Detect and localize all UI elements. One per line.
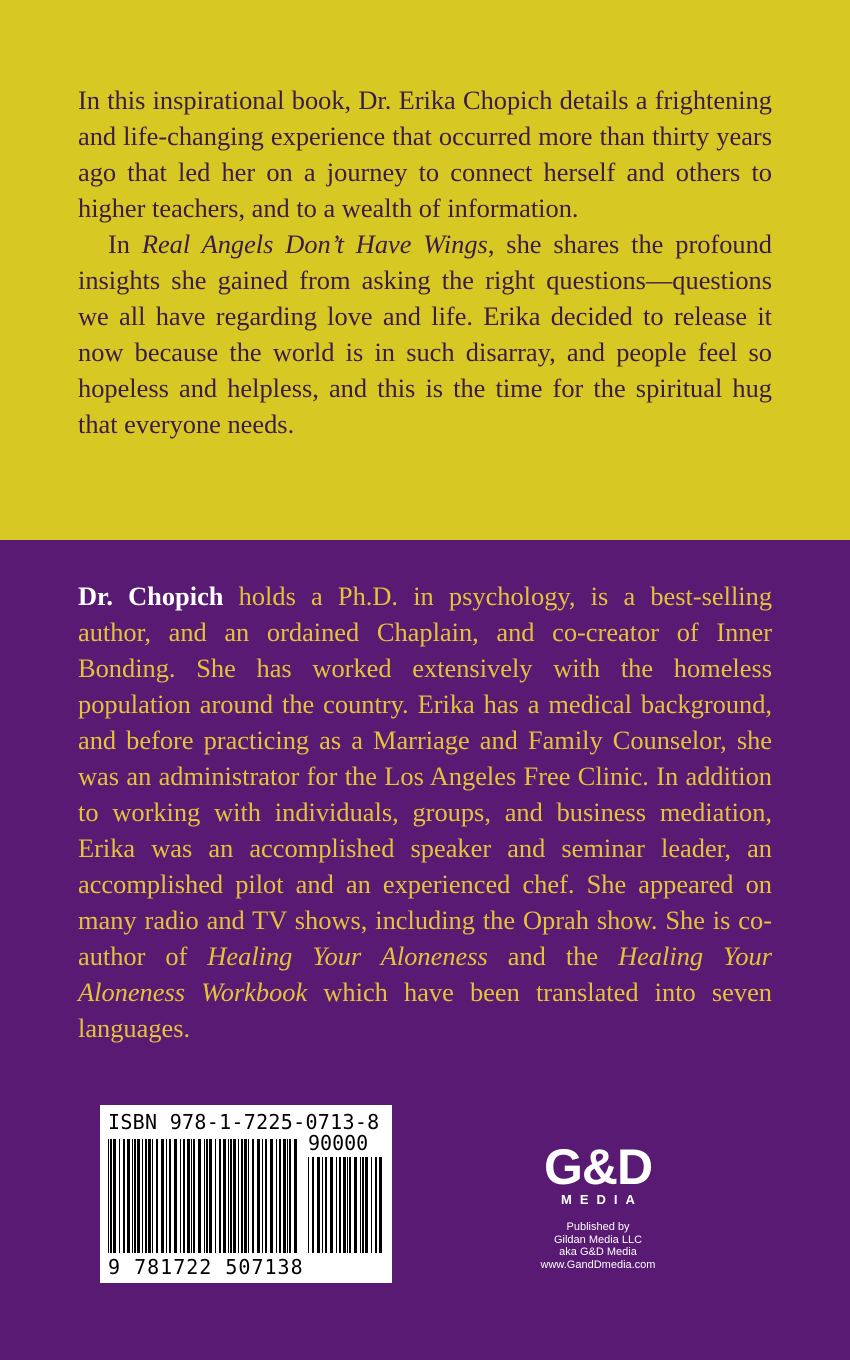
isbn-barcode	[100, 1105, 392, 1283]
barcode-stripe	[294, 1139, 297, 1253]
publisher-logo	[510, 1140, 686, 1271]
barcode-stripe	[276, 1139, 277, 1253]
barcode-stripe	[330, 1157, 333, 1253]
barcode-stripe	[228, 1139, 229, 1253]
barcode-stripe	[347, 1157, 348, 1253]
logo-main-text: G&D	[543, 1139, 653, 1195]
barcode-stripe	[204, 1139, 205, 1253]
bio-book-2: Healing Your Aloneness Workbook	[78, 941, 772, 1007]
bio-text-1: holds a Ph.D. in psychology, is a best-selling author, and an ordained Chaplain, and co-creator of Inner Bonding. She has worked extensively with the homeless population around the country. Erika has a medical background, and before practicing as a Marriage and Family Counselor, she was an administrator for the Los Angeles Free Clinic. In addition to working with individuals, groups, and business mediation, Erika was an accomplished speaker and seminar leader, an accomplished pilot and an experienced chef. She appeared on many radio and TV shows, including the Oprah show. She is co-author of	[78, 581, 773, 971]
barcode-stripe	[219, 1139, 221, 1253]
barcode-stripe	[148, 1139, 151, 1253]
publisher-website: www.GandDmedia.com	[540, 1258, 656, 1271]
barcode-stripe	[193, 1139, 195, 1253]
barcode-stripe	[371, 1157, 372, 1253]
barcode-stripe	[123, 1139, 125, 1253]
barcode-stripe	[365, 1157, 368, 1253]
barcode-stripe	[230, 1139, 232, 1253]
barcode-stripe	[248, 1139, 249, 1253]
blurb-paragraph-2	[78, 226, 772, 442]
barcode-stripe	[198, 1139, 201, 1253]
barcode-stripe	[265, 1139, 267, 1253]
author-bio	[78, 578, 772, 1046]
barcode-stripe	[119, 1139, 120, 1253]
barcode-stripe	[110, 1139, 112, 1253]
barcode-stripe	[166, 1139, 167, 1253]
barcode-stripe	[360, 1157, 361, 1253]
barcode-stripe	[362, 1157, 364, 1253]
barcode-stripe	[336, 1157, 337, 1253]
barcode-stripe	[132, 1139, 133, 1253]
publisher-line-3: aka G&D Media	[559, 1246, 637, 1258]
barcode-stripe	[308, 1157, 309, 1253]
price-code-bars	[308, 1157, 384, 1253]
barcode-stripe	[152, 1139, 153, 1253]
barcode-stripe	[238, 1139, 239, 1253]
barcode-stripe	[180, 1139, 181, 1253]
barcode-stripe	[169, 1139, 171, 1253]
price-code: 90000	[308, 1131, 369, 1155]
publisher-info	[510, 1221, 686, 1271]
bio-paragraph	[78, 578, 772, 1046]
barcode-stripe	[375, 1157, 377, 1253]
isbn-label: ISBN 978-1-7225-0713-8	[108, 1110, 380, 1134]
author-name: Dr. Chopich	[78, 581, 224, 611]
barcode-stripe	[262, 1139, 263, 1253]
barcode-stripe	[187, 1139, 190, 1253]
barcode-stripe	[257, 1139, 260, 1253]
barcode-stripe	[191, 1139, 192, 1253]
blurb-text	[78, 82, 772, 442]
barcode-stripe	[209, 1139, 212, 1253]
barcode-stripe	[283, 1139, 286, 1253]
barcode-stripe	[252, 1139, 254, 1253]
barcode-stripe	[156, 1139, 158, 1253]
barcode-stripe	[137, 1139, 140, 1253]
blurb-paragraph-1: In this inspirational book, Dr. Erika Chopich details a frightening and life-changing experience that occurred more than thirty years ago that led her on a journey to connect herself and others to higher teachers, and to a wealth of information.	[78, 85, 772, 223]
book-title-italic: Real Angels Don’t Have Wings	[141, 229, 488, 259]
barcode-stripe	[325, 1157, 327, 1253]
barcode-stripe	[142, 1139, 143, 1253]
barcode-stripe	[287, 1139, 288, 1253]
barcode-stripe	[279, 1139, 281, 1253]
blurb-p2-prefix: In	[108, 229, 142, 259]
barcode-stripe	[289, 1139, 291, 1253]
barcode-stripe	[270, 1139, 273, 1253]
barcode-stripe	[161, 1139, 164, 1253]
barcode-stripe	[322, 1157, 323, 1253]
barcode-stripe	[174, 1139, 177, 1253]
barcode-stripe	[233, 1139, 236, 1253]
barcode-stripe	[108, 1139, 109, 1253]
barcode-stripe	[183, 1139, 185, 1253]
barcode-stripe	[215, 1139, 216, 1253]
bio-text-2: and the	[487, 941, 619, 971]
barcode-stripe	[113, 1139, 116, 1253]
barcode-stripe	[317, 1157, 320, 1253]
barcode-stripe	[349, 1157, 351, 1253]
barcode-stripe	[145, 1139, 147, 1253]
barcode-stripe	[339, 1157, 341, 1253]
isbn-number: 9 781722 507138	[108, 1255, 304, 1279]
barcode-stripe	[206, 1139, 208, 1253]
barcode-stripe	[244, 1139, 247, 1253]
barcode-stripe	[379, 1157, 382, 1253]
bio-text-3: which have been translated into seven languages.	[78, 977, 772, 1043]
logo-sub-text: MEDIA	[561, 1192, 643, 1207]
blurb-panel	[0, 0, 850, 540]
bio-book-1: Healing Your Aloneness	[207, 941, 488, 971]
barcode-bars	[108, 1139, 298, 1253]
barcode-stripe	[343, 1157, 346, 1253]
barcode-stripe	[223, 1139, 226, 1253]
publisher-line-1: Published by	[566, 1221, 630, 1233]
publisher-line-2: Gildan Media LLC	[553, 1233, 643, 1246]
barcode-stripe	[354, 1157, 357, 1253]
barcode-stripe	[312, 1157, 314, 1253]
barcode-stripe	[127, 1139, 130, 1253]
blurb-p2-rest: , she shares the profound insights she gained from asking the right questions—questions we all have regarding love and life. Erika decided to release it now because the world is in such disarray, and people feel so hopeless and helpless, and this is the time for the spiritual hug that everyone needs.	[78, 229, 772, 439]
barcode-stripe	[134, 1139, 136, 1253]
barcode-stripe	[241, 1139, 243, 1253]
